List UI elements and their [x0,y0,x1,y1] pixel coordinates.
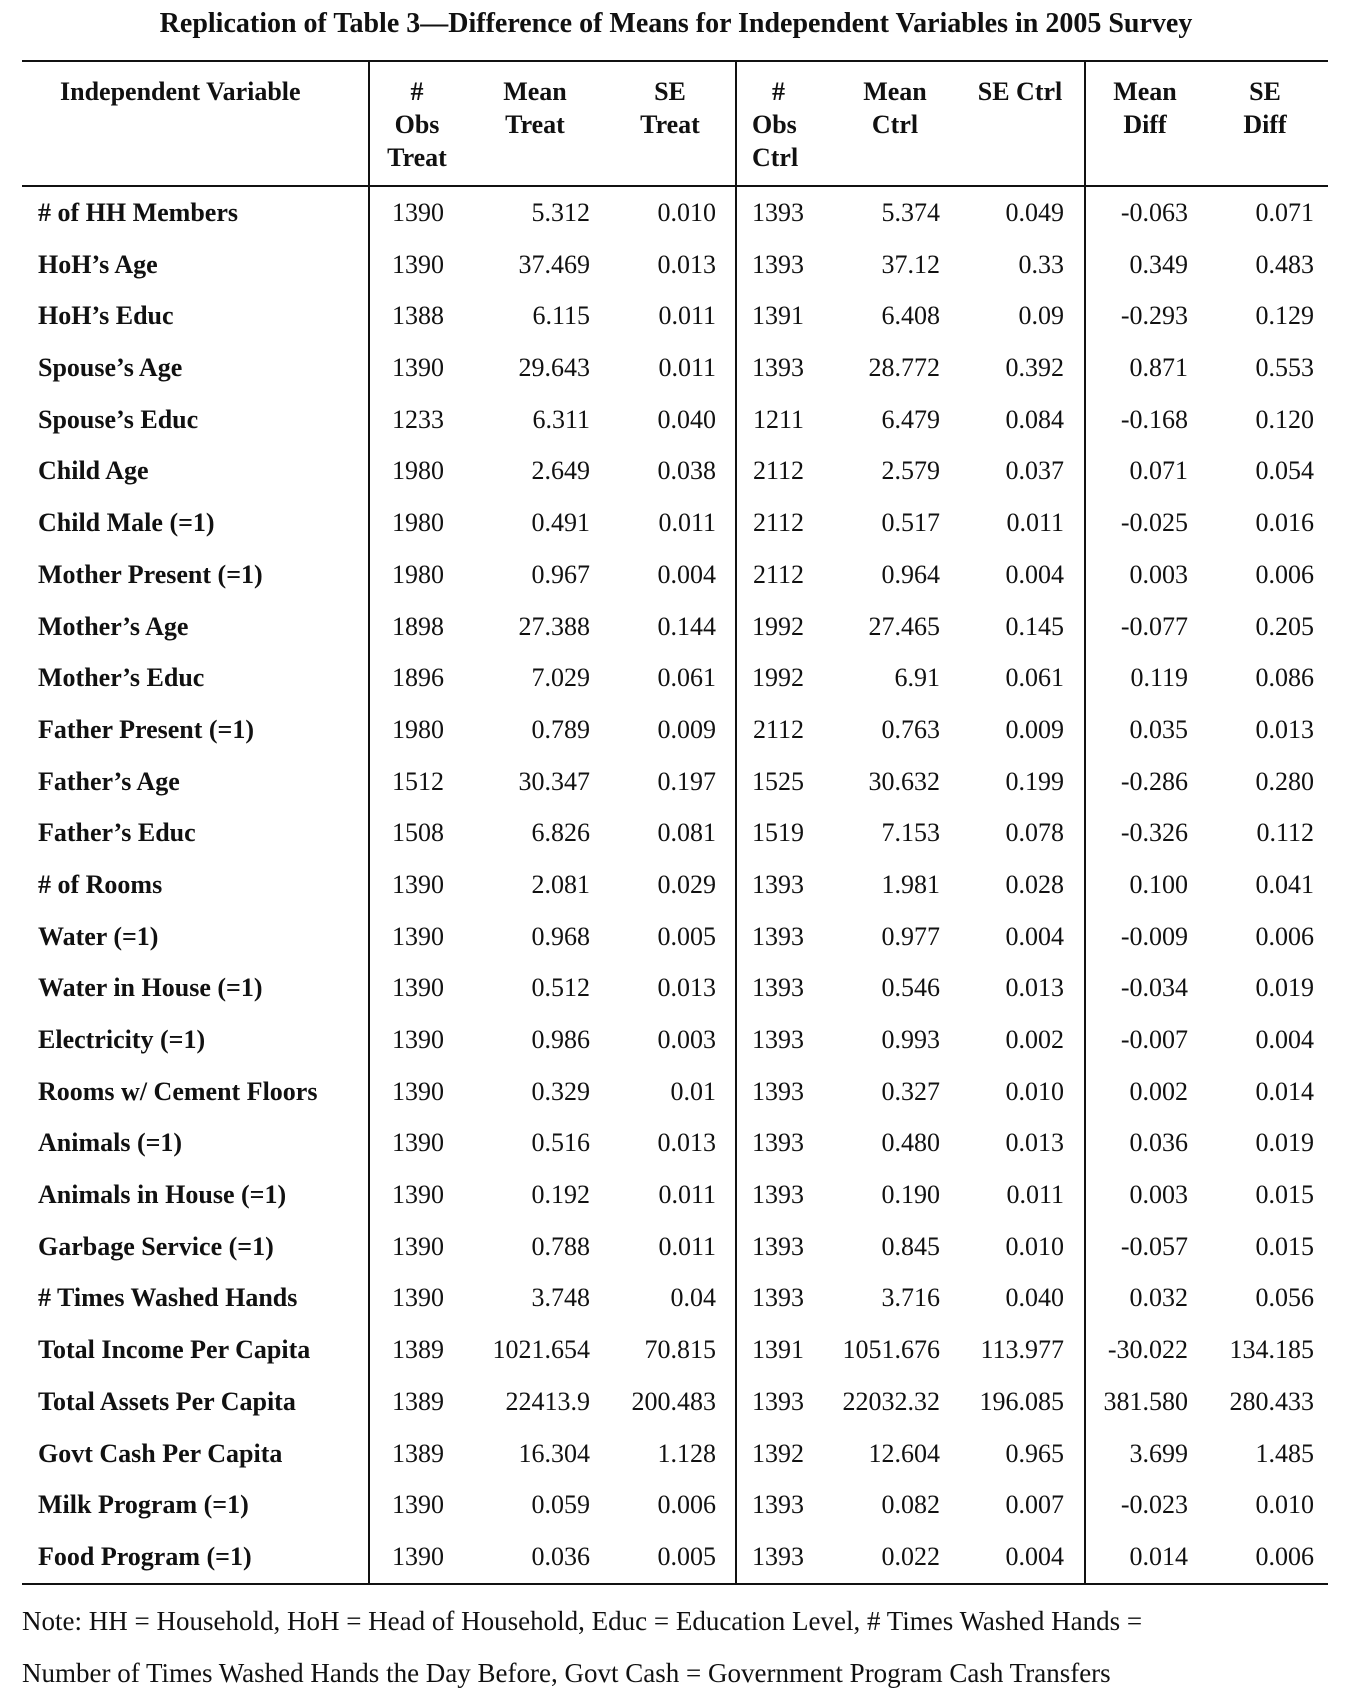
cell-variable: Electricity (=1) [38,1025,206,1054]
cell-mean-ctrl: 0.190 [881,1180,940,1210]
cell-mean-treat: 0.788 [531,1231,590,1261]
table-row [0,962,1352,1014]
table-row [0,290,1352,342]
cell-mean-treat: 0.968 [531,921,590,951]
cell-mean-treat: 0.512 [531,973,590,1003]
cell-obs-treat: 1389 [392,1438,444,1468]
cell-obs-ctrl: 1393 [752,1490,804,1520]
cell-se-diff: 0.004 [1255,1025,1314,1054]
cell-se-ctrl: 0.011 [1006,508,1064,538]
cell-mean-treat: 0.329 [531,1076,590,1106]
cell-se-treat: 0.013 [657,973,716,1003]
cell-mean-diff: -0.057 [1120,1231,1188,1261]
cell-se-diff: 134.185 [1229,1335,1314,1365]
cell-variable: Mother’s Educ [38,663,205,693]
cell-mean-ctrl: 0.977 [881,921,940,951]
cell-mean-diff: 0.003 [1129,559,1188,589]
cell-mean-treat: 27.388 [518,611,590,641]
cell-se-treat: 0.004 [657,559,716,589]
cell-mean-ctrl: 0.993 [881,1025,940,1054]
top-rule [22,60,1328,62]
cell-obs-treat: 1512 [392,766,444,796]
cell-se-ctrl: 0.049 [1005,198,1064,227]
cell-mean-diff: -0.077 [1120,611,1188,641]
cell-obs-ctrl: 1393 [752,1231,804,1261]
cell-obs-ctrl: 1393 [752,198,804,227]
cell-mean-diff: -0.034 [1120,973,1188,1003]
cell-variable: HoH’s Educ [38,301,174,331]
cell-se-ctrl: 0.002 [1005,1025,1064,1054]
cell-variable: Father’s Educ [38,818,196,848]
cell-obs-treat: 1389 [392,1386,444,1416]
cell-variable: Milk Program (=1) [38,1490,249,1520]
cell-obs-ctrl: 2112 [752,508,804,538]
cell-se-treat: 0.003 [657,1025,716,1054]
cell-variable: Total Assets Per Capita [38,1386,296,1416]
table-row [0,1117,1352,1169]
cell-se-diff: 0.015 [1255,1231,1314,1261]
note-line-2: Number of Times Washed Hands the Day Before, Govt Cash = Government Program Cash Transfers [22,1658,1111,1688]
table-row [0,239,1352,291]
cell-obs-treat: 1980 [392,456,444,486]
cell-obs-treat: 1390 [392,353,444,383]
cell-se-treat: 0.197 [657,766,716,796]
cell-variable: Animals (=1) [38,1128,183,1158]
cell-se-diff: 0.013 [1255,714,1314,744]
header-mean-ctrl: Mean Ctrl [863,77,927,139]
header-mean-treat: Mean Treat [503,77,567,139]
cell-se-ctrl: 0.010 [1005,1076,1064,1106]
cell-se-treat: 0.011 [658,1231,716,1261]
cell-se-diff: 0.129 [1255,301,1314,331]
cell-se-ctrl: 0.037 [1005,456,1064,486]
header-se-diff: SE Diff [1243,77,1287,139]
cell-mean-treat: 6.311 [532,404,590,434]
cell-mean-diff: -0.007 [1120,1025,1188,1054]
cell-variable: # Times Washed Hands [38,1283,298,1313]
cell-obs-treat: 1390 [392,1541,444,1571]
cell-obs-treat: 1233 [392,404,444,434]
cell-se-treat: 0.029 [657,869,716,899]
table-row [0,1531,1352,1583]
cell-mean-diff: 3.699 [1129,1438,1188,1468]
cell-se-diff: 280.433 [1229,1386,1314,1416]
cell-se-treat: 1.128 [657,1438,716,1468]
cell-obs-ctrl: 1392 [752,1438,804,1468]
cell-mean-treat: 16.304 [518,1438,590,1468]
cell-mean-diff: 0.002 [1129,1076,1188,1106]
cell-mean-treat: 0.192 [531,1180,590,1210]
cell-mean-diff: -0.293 [1120,301,1188,331]
cell-obs-treat: 1390 [392,1180,444,1210]
table-row [0,1272,1352,1324]
cell-obs-ctrl: 1211 [752,404,804,434]
table-note [22,1604,1332,1690]
cell-obs-treat: 1390 [392,1128,444,1158]
cell-obs-treat: 1390 [392,1283,444,1313]
cell-se-treat: 0.011 [658,353,716,383]
table-row [0,1221,1352,1273]
cell-variable: Garbage Service (=1) [38,1231,274,1261]
cell-obs-ctrl: 1393 [752,353,804,383]
cell-variable: # of Rooms [38,869,163,899]
cell-se-diff: 0.019 [1255,973,1314,1003]
cell-mean-ctrl: 0.517 [881,508,940,538]
cell-se-ctrl: 0.028 [1005,869,1064,899]
table-row [0,342,1352,394]
table-row [0,704,1352,756]
cell-obs-ctrl: 2112 [752,714,804,744]
table-row [0,652,1352,704]
cell-mean-ctrl: 12.604 [868,1438,940,1468]
note-line-1: Note: HH = Household, HoH = Head of Household, Educ = Education Level, # Times Washed Hands = [22,1606,1143,1636]
cell-se-ctrl: 0.004 [1005,559,1064,589]
cell-se-treat: 0.040 [657,404,716,434]
table-row [0,911,1352,963]
cell-obs-ctrl: 1525 [752,766,804,796]
header-se-ctrl: SE Ctrl [977,77,1063,106]
cell-obs-treat: 1389 [392,1335,444,1365]
table-row [0,601,1352,653]
cell-obs-ctrl: 1519 [752,818,804,848]
cell-variable: Father’s Age [38,766,180,796]
cell-se-ctrl: 0.199 [1005,766,1064,796]
table-row [0,1169,1352,1221]
cell-mean-diff: -0.168 [1120,404,1188,434]
cell-variable: Mother Present (=1) [38,559,263,589]
cell-se-treat: 0.04 [670,1283,716,1313]
cell-se-treat: 0.01 [670,1076,716,1106]
cell-obs-ctrl: 2112 [752,456,804,486]
table-row [0,1324,1352,1376]
cell-se-treat: 0.006 [657,1490,716,1520]
table-row [0,1479,1352,1531]
cell-mean-ctrl: 28.772 [868,353,940,383]
cell-se-diff: 0.071 [1255,198,1314,227]
cell-se-diff: 0.205 [1255,611,1314,641]
cell-obs-ctrl: 1992 [752,663,804,693]
header-obs-ctrl: # Obs Ctrl [752,77,799,172]
cell-se-treat: 0.005 [657,1541,716,1571]
cell-se-ctrl: 0.013 [1005,1128,1064,1158]
table-row [0,1066,1352,1118]
cell-se-ctrl: 0.33 [1018,249,1064,279]
cell-se-treat: 0.010 [657,198,716,227]
cell-obs-ctrl: 1393 [752,973,804,1003]
table-row [0,1376,1352,1428]
cell-obs-ctrl: 1393 [752,921,804,951]
cell-se-diff: 0.014 [1255,1076,1314,1106]
cell-se-ctrl: 0.004 [1005,1541,1064,1571]
cell-se-treat: 70.815 [644,1335,716,1365]
cell-variable: Water in House (=1) [38,973,263,1003]
cell-variable: Water (=1) [38,921,159,951]
cell-se-ctrl: 0.078 [1005,818,1064,848]
cell-se-diff: 0.006 [1255,559,1314,589]
cell-mean-ctrl: 5.374 [881,198,940,227]
table-body [0,187,1352,1583]
cell-obs-treat: 1896 [392,663,444,693]
cell-mean-treat: 0.967 [531,559,590,589]
header-independent-variable: Independent Variable [60,77,301,106]
cell-mean-diff: -0.063 [1120,198,1188,227]
cell-se-treat: 0.005 [657,921,716,951]
cell-se-diff: 0.086 [1255,663,1314,693]
cell-se-diff: 0.280 [1255,766,1314,796]
cell-se-diff: 0.120 [1255,404,1314,434]
cell-se-diff: 0.019 [1255,1128,1314,1158]
header-obs-treat: # Obs Treat [387,77,447,172]
cell-mean-ctrl: 0.327 [881,1076,940,1106]
table-row [0,549,1352,601]
cell-variable: Animals in House (=1) [38,1180,287,1210]
cell-se-diff: 0.006 [1255,921,1314,951]
header-se-treat: SE Treat [640,77,700,139]
cell-se-treat: 0.009 [657,714,716,744]
cell-obs-treat: 1390 [392,1076,444,1106]
cell-mean-ctrl: 0.546 [881,973,940,1003]
cell-se-treat: 0.011 [658,1180,716,1210]
header-mean-diff: Mean Diff [1113,77,1177,139]
cell-se-diff: 0.041 [1255,869,1314,899]
cell-variable: Spouse’s Educ [38,404,199,434]
cell-mean-treat: 30.347 [518,766,590,796]
cell-obs-ctrl: 1393 [752,1180,804,1210]
cell-obs-ctrl: 1391 [752,301,804,331]
cell-se-ctrl: 0.145 [1005,611,1064,641]
cell-variable: Child Male (=1) [38,508,215,538]
cell-obs-ctrl: 1393 [752,249,804,279]
cell-variable: HoH’s Age [38,249,158,279]
cell-obs-ctrl: 1393 [752,1128,804,1158]
cell-obs-ctrl: 1992 [752,611,804,641]
cell-mean-ctrl: 37.12 [881,249,940,279]
cell-obs-ctrl: 2112 [752,559,804,589]
cell-mean-ctrl: 0.964 [881,559,940,589]
cell-obs-treat: 1980 [392,559,444,589]
cell-obs-ctrl: 1393 [752,1025,804,1054]
cell-mean-diff: 0.014 [1129,1541,1188,1571]
cell-mean-treat: 0.789 [531,714,590,744]
cell-mean-diff: -0.009 [1120,921,1188,951]
cell-mean-treat: 0.516 [531,1128,590,1158]
cell-mean-diff: 381.580 [1103,1386,1188,1416]
cell-mean-diff: 0.100 [1129,869,1188,899]
cell-se-ctrl: 0.09 [1018,301,1064,331]
cell-obs-treat: 1508 [392,818,444,848]
table-row [0,807,1352,859]
cell-mean-treat: 7.029 [531,663,590,693]
cell-mean-treat: 2.649 [531,456,590,486]
table-row [0,1014,1352,1066]
table-row [0,187,1352,239]
cell-se-treat: 0.038 [657,456,716,486]
cell-mean-diff: -0.326 [1120,818,1188,848]
cell-mean-treat: 1021.654 [492,1335,590,1365]
cell-mean-diff: -0.286 [1120,766,1188,796]
cell-se-treat: 200.483 [631,1386,716,1416]
cell-obs-treat: 1390 [392,1231,444,1261]
cell-obs-treat: 1390 [392,1490,444,1520]
cell-variable: Mother’s Age [38,611,189,641]
cell-se-diff: 0.054 [1255,456,1314,486]
cell-obs-treat: 1390 [392,921,444,951]
cell-mean-ctrl: 0.480 [881,1128,940,1158]
cell-se-diff: 0.483 [1255,249,1314,279]
cell-mean-ctrl: 1.981 [881,869,940,899]
cell-mean-diff: -0.023 [1120,1490,1188,1520]
cell-obs-ctrl: 1393 [752,1283,804,1313]
cell-obs-treat: 1898 [392,611,444,641]
cell-obs-treat: 1980 [392,508,444,538]
cell-se-ctrl: 196.085 [979,1386,1064,1416]
table-row [0,859,1352,911]
cell-obs-treat: 1390 [392,973,444,1003]
cell-se-treat: 0.013 [657,1128,716,1158]
cell-obs-ctrl: 1393 [752,869,804,899]
cell-se-diff: 1.485 [1255,1438,1314,1468]
table-row [0,394,1352,446]
cell-mean-ctrl: 2.579 [881,456,940,486]
cell-obs-ctrl: 1393 [752,1386,804,1416]
cell-se-treat: 0.081 [657,818,716,848]
cell-mean-diff: 0.032 [1129,1283,1188,1313]
cell-mean-ctrl: 6.91 [894,663,940,693]
cell-mean-treat: 6.115 [532,301,590,331]
cell-mean-ctrl: 6.479 [881,404,940,434]
cell-mean-treat: 0.491 [531,508,590,538]
cell-se-diff: 0.016 [1255,508,1314,538]
cell-mean-ctrl: 7.153 [881,818,940,848]
cell-mean-treat: 29.643 [518,353,590,383]
table-row [0,1428,1352,1480]
cell-obs-treat: 1390 [392,249,444,279]
cell-se-treat: 0.061 [657,663,716,693]
cell-obs-treat: 1388 [392,301,444,331]
cell-variable: Father Present (=1) [38,714,255,744]
cell-mean-diff: -30.022 [1107,1335,1188,1365]
cell-mean-ctrl: 30.632 [868,766,940,796]
cell-se-ctrl: 0.392 [1005,353,1064,383]
cell-mean-ctrl: 27.465 [868,611,940,641]
cell-mean-diff: -0.025 [1120,508,1188,538]
cell-mean-ctrl: 6.408 [881,301,940,331]
cell-se-ctrl: 0.004 [1005,921,1064,951]
cell-se-treat: 0.011 [658,508,716,538]
cell-mean-diff: 0.349 [1129,249,1188,279]
cell-obs-ctrl: 1393 [752,1076,804,1106]
cell-mean-treat: 3.748 [531,1283,590,1313]
cell-mean-ctrl: 0.845 [881,1231,940,1261]
cell-variable: Total Income Per Capita [38,1335,311,1365]
cell-se-ctrl: 0.084 [1005,404,1064,434]
cell-se-treat: 0.011 [658,301,716,331]
cell-obs-ctrl: 1393 [752,1541,804,1571]
cell-se-ctrl: 113.977 [980,1335,1064,1365]
cell-se-diff: 0.010 [1255,1490,1314,1520]
cell-obs-treat: 1390 [392,198,444,227]
cell-se-ctrl: 0.013 [1005,973,1064,1003]
cell-mean-ctrl: 22032.32 [842,1386,940,1416]
cell-mean-diff: 0.036 [1129,1128,1188,1158]
cell-mean-ctrl: 1051.676 [842,1335,940,1365]
cell-mean-ctrl: 3.716 [881,1283,940,1313]
cell-mean-diff: 0.871 [1129,353,1188,383]
cell-mean-diff: 0.003 [1129,1180,1188,1210]
table-title: Replication of Table 3—Difference of Means for Independent Variables in 2005 Survey [159,8,1193,39]
cell-obs-treat: 1390 [392,869,444,899]
cell-se-diff: 0.015 [1255,1180,1314,1210]
cell-mean-treat: 6.826 [531,818,590,848]
cell-obs-ctrl: 1391 [752,1335,804,1365]
cell-mean-ctrl: 0.763 [881,714,940,744]
cell-se-ctrl: 0.010 [1005,1231,1064,1261]
cell-mean-treat: 0.059 [531,1490,590,1520]
cell-se-diff: 0.056 [1255,1283,1314,1313]
cell-obs-treat: 1390 [392,1025,444,1054]
cell-variable: # of HH Members [38,198,239,227]
cell-mean-treat: 0.986 [531,1025,590,1054]
cell-mean-diff: 0.119 [1130,663,1188,693]
cell-se-treat: 0.144 [657,611,716,641]
cell-mean-diff: 0.035 [1129,714,1188,744]
cell-se-diff: 0.112 [1256,818,1314,848]
cell-mean-treat: 22413.9 [505,1386,590,1416]
cell-se-treat: 0.013 [657,249,716,279]
cell-mean-treat: 0.036 [531,1541,590,1571]
cell-se-ctrl: 0.011 [1006,1180,1064,1210]
cell-variable: Child Age [38,456,149,486]
cell-mean-treat: 37.469 [518,249,590,279]
cell-se-diff: 0.006 [1255,1541,1314,1571]
cell-variable: Rooms w/ Cement Floors [38,1076,318,1106]
cell-se-ctrl: 0.040 [1005,1283,1064,1313]
cell-mean-treat: 5.312 [531,198,590,227]
cell-se-ctrl: 0.061 [1005,663,1064,693]
cell-mean-diff: 0.071 [1129,456,1188,486]
cell-mean-treat: 2.081 [531,869,590,899]
cell-se-ctrl: 0.965 [1005,1438,1064,1468]
cell-mean-ctrl: 0.082 [881,1490,940,1520]
table-row [0,445,1352,497]
table-row [0,497,1352,549]
cell-variable: Govt Cash Per Capita [38,1438,283,1468]
cell-se-ctrl: 0.009 [1005,714,1064,744]
cell-mean-ctrl: 0.022 [881,1541,940,1571]
cell-variable: Food Program (=1) [38,1541,252,1571]
cell-variable: Spouse’s Age [38,353,183,383]
cell-obs-treat: 1980 [392,714,444,744]
bottom-rule [22,1583,1328,1585]
cell-se-ctrl: 0.007 [1005,1490,1064,1520]
cell-se-diff: 0.553 [1255,353,1314,383]
table-row [0,756,1352,808]
